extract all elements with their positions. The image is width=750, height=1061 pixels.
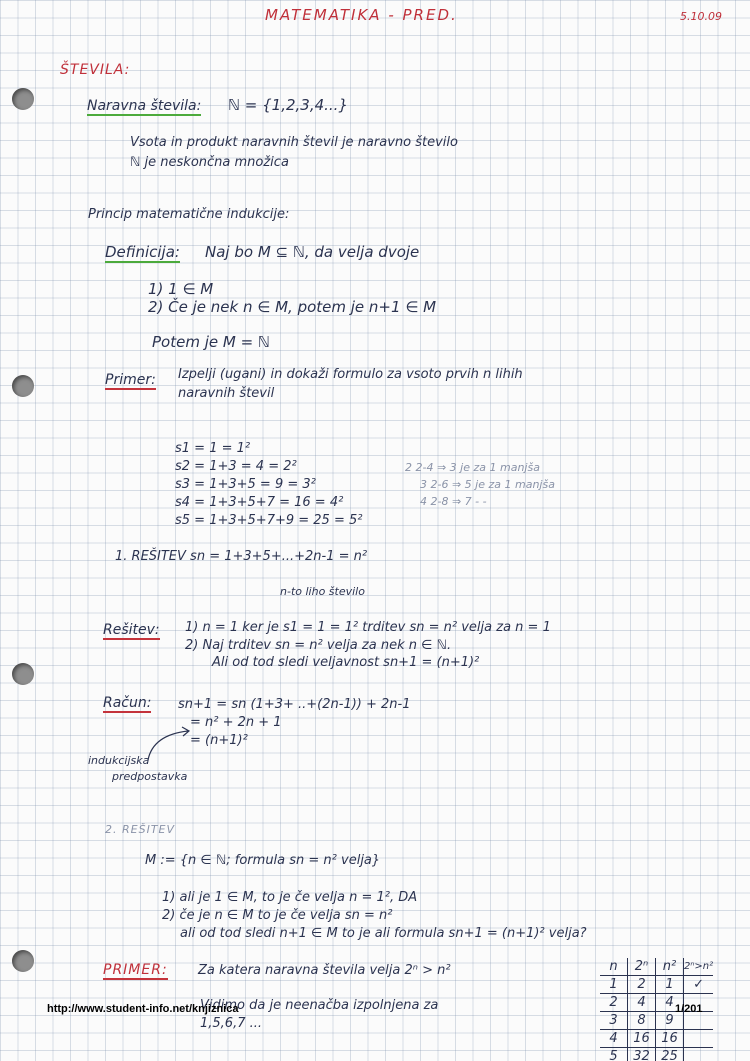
page-date: 5.10.09: [680, 10, 722, 23]
second-item-3: ali od tod sledi n+1 ∈ M to je ali formula sn+1 = (n+1)² velja?: [180, 926, 587, 941]
table-cell: [684, 1048, 714, 1061]
set-definition: M := {n ∈ ℕ; formula sn = n² velja}: [145, 853, 381, 868]
footer-url[interactable]: http://www.student-info.net/knjiznica: [47, 1003, 239, 1015]
sum-line: s3 = 1+3+5 = 9 = 3²: [175, 477, 316, 492]
table-cell: [684, 1030, 714, 1048]
example2-label: PRIMER:: [103, 962, 168, 978]
table-cell: 16: [656, 1030, 684, 1048]
side-note: 4 2-8 ⇒ 7 - -: [420, 495, 487, 508]
check-icon: ✓: [684, 976, 714, 994]
table-row: [600, 1048, 713, 1061]
example-text-1: Izpelji (ugani) in dokaži formulo za vsoto prvih n lihih: [178, 367, 523, 382]
table-cell: 8: [628, 1012, 656, 1030]
table-cell: 4: [628, 994, 656, 1012]
footer-page-number: 1/201: [675, 1003, 703, 1015]
example-text-2: naravnih števil: [178, 386, 275, 401]
example2-line-2: 1,5,6,7 ...: [200, 1016, 263, 1031]
table-row: [600, 1030, 713, 1048]
table-cell: 32: [628, 1048, 656, 1061]
calc-label: Račun:: [103, 695, 152, 711]
punch-hole: [12, 375, 34, 397]
solution-label: Rešitev:: [103, 622, 160, 638]
punch-hole: [12, 950, 34, 972]
odd-number-note: n-to liho število: [280, 585, 365, 598]
natural-numbers-heading: Naravna števila:: [87, 98, 202, 114]
table-cell: 2: [600, 994, 628, 1012]
table-cell: 4: [656, 994, 684, 1012]
sum-line: s5 = 1+3+5+7+9 = 25 = 5²: [175, 513, 363, 528]
table-cell: 3: [600, 1012, 628, 1030]
table-cell: 25: [656, 1048, 684, 1061]
calc-line-3: = (n+1)²: [190, 733, 248, 748]
induction-heading: Princip matematične indukcije:: [88, 207, 290, 222]
example2-line-1: Vidimo da je neenačba izpolnjena za: [200, 998, 439, 1013]
table-cell: 2: [628, 976, 656, 994]
induction-note-2: predpostavka: [112, 770, 188, 783]
definition-item-2: 2) Če je nek n ∈ M, potem je n+1 ∈ M: [148, 298, 437, 316]
natural-line-1: Vsota in produkt naravnih števil je naravno število: [130, 135, 458, 150]
table-cell: 16: [628, 1030, 656, 1048]
natural-line-2: ℕ je neskončna množica: [130, 155, 289, 170]
sum-line: s1 = 1 = 1²: [175, 441, 251, 456]
table-cell: 9: [656, 1012, 684, 1030]
natural-numbers-definition: ℕ = {1,2,3,4...}: [228, 96, 348, 114]
table-cell: 5: [600, 1048, 628, 1061]
section-heading: ŠTEVILA:: [60, 62, 131, 78]
punch-hole: [12, 663, 34, 685]
table-cell: 4: [600, 1030, 628, 1048]
definition-text: Naj bo M ⊆ ℕ, da velja dvoje: [205, 243, 420, 261]
solution-line-3: Ali od tod sledi veljavnost sn+1 = (n+1)²: [212, 655, 480, 670]
table-header: n²: [656, 958, 684, 976]
solution-line-2: 2) Naj trditev sn = n² velja za nek n ∈ ℕ.: [185, 638, 452, 653]
induction-note-1: indukcijska: [88, 754, 150, 767]
table-header-row: [600, 958, 713, 976]
table-header: 2ⁿ>n²: [684, 958, 714, 976]
second-item-2: 2) če je n ∈ M to je če velja sn = n²: [162, 908, 393, 923]
sum-line: s2 = 1+3 = 4 = 2²: [175, 459, 297, 474]
calc-line-1: sn+1 = sn (1+3+ ..+(2n-1)) + 2n-1: [178, 697, 411, 712]
solution-line-1: 1) n = 1 ker je s1 = 1 = 1² trditev sn = n² velja za n = 1: [185, 620, 551, 635]
table-row: [600, 976, 713, 994]
table-header: n: [600, 958, 628, 976]
example-label: Primer:: [105, 372, 156, 388]
table-header: 2ⁿ: [628, 958, 656, 976]
table-cell: 1: [656, 976, 684, 994]
table-cell: 1: [600, 976, 628, 994]
definition-label: Definicija:: [105, 243, 180, 261]
side-note: 2 2-4 ⇒ 3 je za 1 manjša: [405, 461, 540, 474]
calc-line-2: = n² + 2n + 1: [190, 715, 282, 730]
definition-item-1: 1) 1 ∈ M: [148, 280, 214, 298]
definition-conclusion: Potem je M = ℕ: [152, 333, 270, 351]
punch-hole: [12, 88, 34, 110]
sum-line: s4 = 1+3+5+7 = 16 = 4²: [175, 495, 344, 510]
second-solution-label: 2. REŠITEV: [105, 823, 176, 836]
example2-text: Za katera naravna števila velja 2ⁿ > n²: [198, 963, 451, 978]
page-title: MATEMATIKA - PRED.: [265, 6, 458, 24]
side-note: 3 2-6 ⇒ 5 je za 1 manjša: [420, 478, 555, 491]
first-solution: 1. REŠITEV sn = 1+3+5+...+2n-1 = n²: [115, 549, 368, 564]
second-item-1: 1) ali je 1 ∈ M, to je če velja n = 1², DA: [162, 890, 418, 905]
